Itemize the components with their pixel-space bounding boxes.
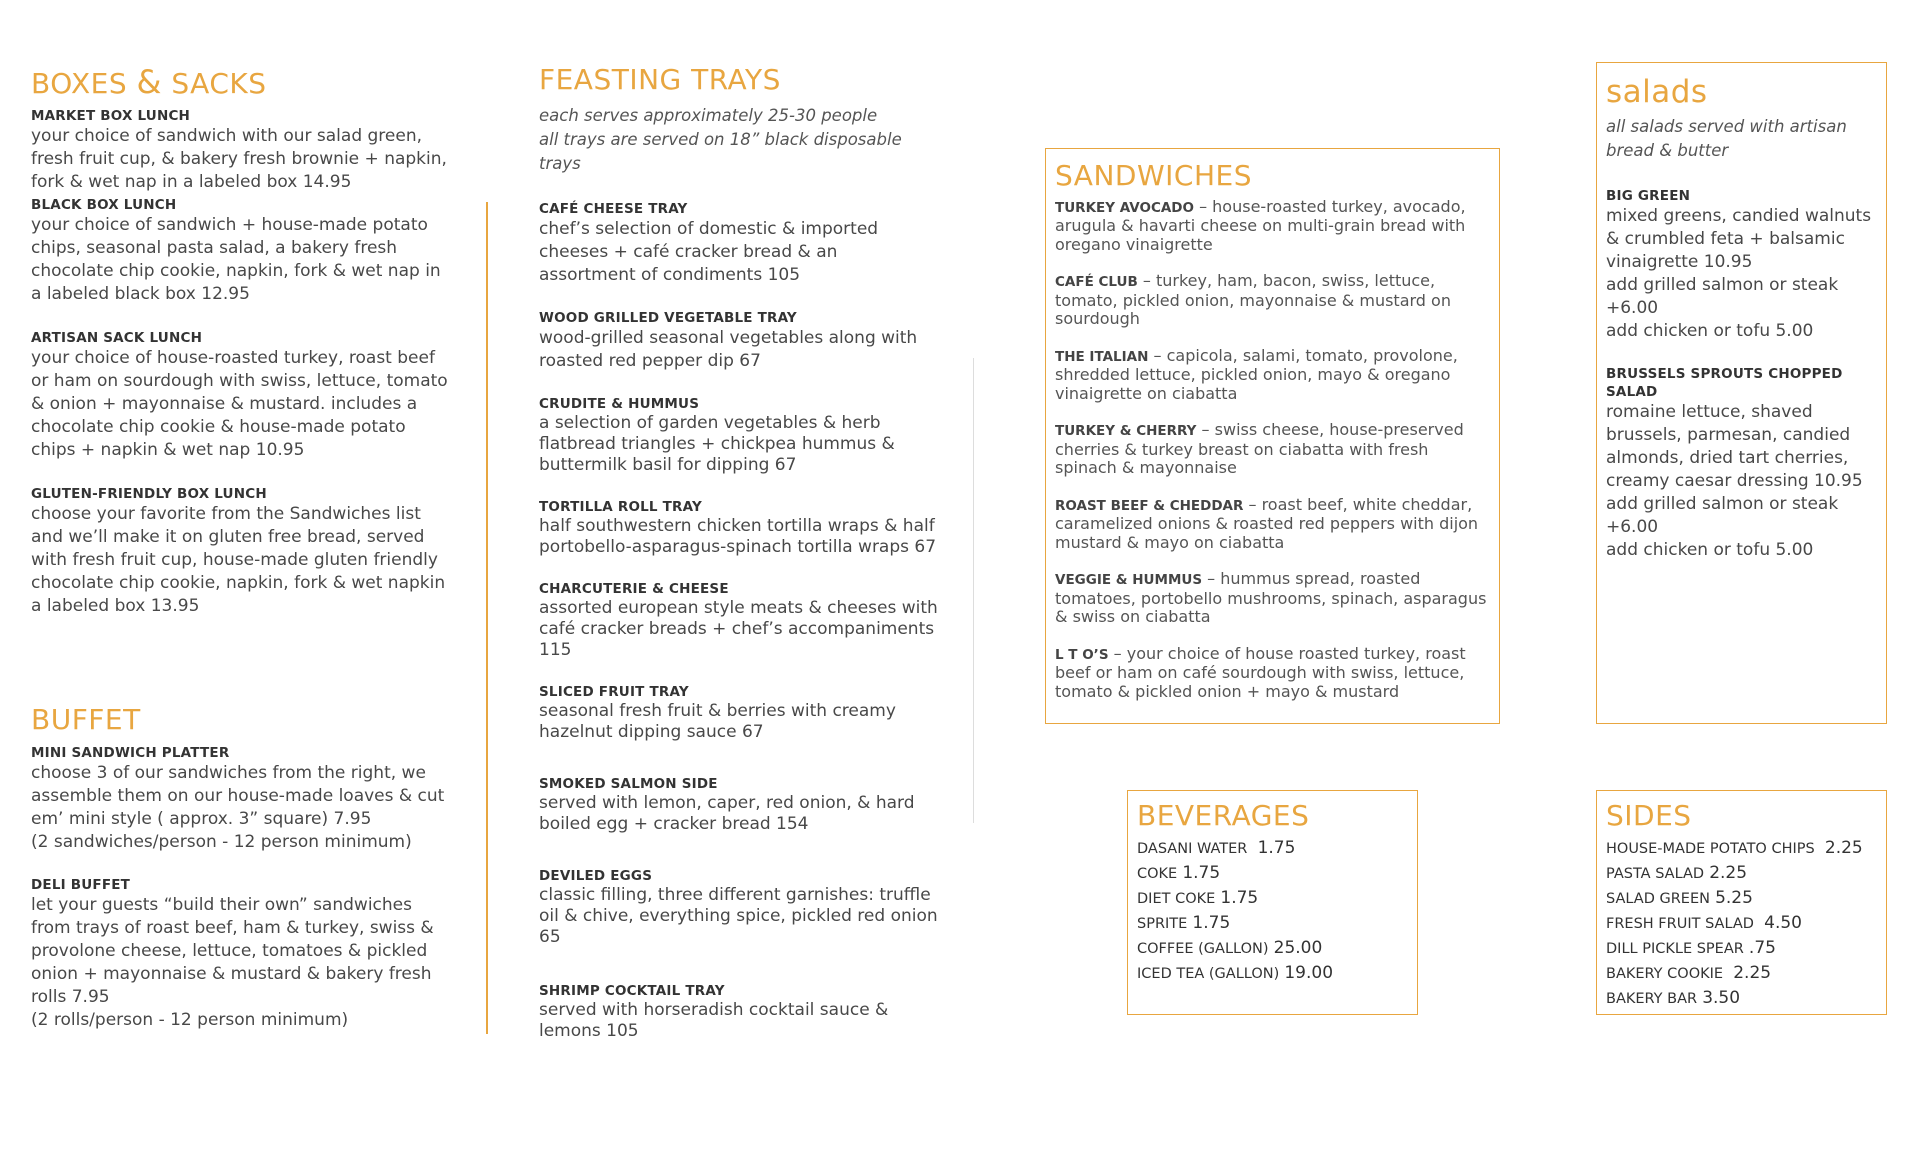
side-name: SALAD GREEN [1606, 890, 1710, 907]
side-name: PASTA SALAD [1606, 865, 1705, 882]
sides-box [1596, 790, 1887, 1015]
sandwich-desc: house-roasted turkey, avocado, arugula & havarti cheese on multi-grain bread with oregano vinaigrette [1055, 196, 1466, 254]
menu-item [31, 485, 451, 618]
sandwiches-title: SANDWICHES [1055, 159, 1252, 192]
sandwich-separator: – [1202, 569, 1221, 589]
boxes-title-part-b: SACKS [171, 67, 267, 100]
sides-title: SIDES [1606, 799, 1692, 832]
sandwich-separator: – [1193, 196, 1213, 216]
beverage-item [1137, 911, 1408, 936]
sandwiches-box [1045, 148, 1500, 724]
beverage-name: DASANI WATER [1137, 840, 1248, 857]
side-name: HOUSE-MADE POTATO CHIPS [1606, 840, 1815, 857]
sandwich-desc: capicola, salami, tomato, provolone, shredded lettuce, pickled onion, mayo & oregano vinaigrette on ciabatta [1055, 345, 1458, 403]
item-note: (2 sandwiches/person - 12 person minimum) [31, 831, 412, 852]
sandwich-desc: roast beef, white cheddar, caramelized onions & roasted red peppers with dijon mustard & mayo on ciabatta [1055, 494, 1479, 552]
beverage-price: 1.75 [1257, 837, 1296, 858]
side-item [1606, 986, 1877, 1011]
item-desc: choose 3 of our sandwiches from the right, we assemble them on our house-made loaves & cut em’ mini style ( approx. 3” square) 7.95 [31, 762, 445, 829]
tray-item [539, 982, 939, 1042]
feasting-trays-section [539, 65, 939, 1042]
beverage-item [1137, 861, 1408, 886]
sandwich-separator: – [1108, 643, 1127, 663]
boxes-title-amp: & [136, 63, 162, 101]
item-title: ARTISAN SACK LUNCH [31, 330, 203, 347]
item-note: (2 rolls/person - 12 person minimum) [31, 1009, 349, 1030]
side-price: 2.25 [1733, 962, 1772, 983]
item-desc: your choice of sandwich with our salad green, fresh fruit cup, & bakery fresh brownie + napkin, fork & wet nap in a labeled box 14.95 [31, 126, 447, 193]
salads-title: salads [1606, 74, 1708, 110]
item-desc: served with lemon, caper, red onion, & hard boiled egg + cracker bread 154 [539, 792, 915, 834]
item-desc: a selection of garden vegetables & herb flatbread triangles + chickpea hummus & buttermilk basil for dipping 67 [539, 412, 895, 475]
menu-item [31, 329, 451, 462]
salads-intro-line-1: all salads served with artisan [1606, 117, 1847, 137]
item-desc: chef’s selection of domestic & imported cheeses + café cracker bread & an assortment of condiments 105 [539, 218, 879, 285]
beverage-price: 25.00 [1273, 937, 1323, 958]
beverage-name: DIET COKE [1137, 890, 1216, 907]
side-item [1606, 836, 1877, 861]
sandwich-item [1055, 421, 1490, 478]
sandwich-name: TURKEY AVOCADO [1055, 199, 1194, 216]
beverage-price: 1.75 [1182, 862, 1221, 883]
item-desc: half southwestern chicken tortilla wraps & half portobello-asparagus-spinach tortilla wraps 67 [539, 515, 937, 557]
menu-item [31, 107, 451, 194]
item-title: GLUTEN-FRIENDLY BOX LUNCH [31, 486, 267, 503]
side-item [1606, 961, 1877, 986]
tray-item [539, 683, 939, 743]
item-desc: your choice of sandwich + house-made potato chips, seasonal pasta salad, a bakery fresh chocolate chip cookie, napkin, fork & wet nap in a labeled black box 12.95 [31, 215, 441, 305]
side-item [1606, 861, 1877, 886]
beverage-price: 19.00 [1284, 962, 1334, 983]
item-desc: choose your favorite from the Sandwiches list and we’ll make it on gluten free bread, served with fresh fruit cup, house-made gluten friendly chocolate chip cookie, napkin, fork & wet napkin a labeled box 13.95 [31, 504, 446, 617]
side-name: BAKERY BAR [1606, 990, 1698, 1007]
beverage-item [1137, 836, 1408, 861]
salad-item [1606, 187, 1877, 343]
side-price: 2.25 [1709, 862, 1748, 883]
side-item [1606, 886, 1877, 911]
salads-box [1596, 62, 1887, 724]
sandwich-item [1055, 198, 1490, 255]
tray-item [539, 309, 939, 373]
beverage-name: COKE [1137, 865, 1178, 882]
item-desc: romaine lettuce, shaved brussels, parmesan, candied almonds, dried tart cherries, creamy caesar dressing 10.95 [1606, 402, 1863, 492]
tray-item [539, 200, 939, 287]
sandwich-desc: hummus spread, roasted tomatoes, portobello mushrooms, spinach, asparagus & swiss on ciabatta [1055, 569, 1487, 627]
sandwich-name: THE ITALIAN [1055, 348, 1149, 365]
beverage-item [1137, 886, 1408, 911]
sandwich-separator: – [1148, 345, 1167, 365]
sandwich-separator: – [1243, 494, 1262, 514]
side-name: FRESH FRUIT SALAD [1606, 915, 1754, 932]
item-title: SLICED FRUIT TRAY [539, 683, 689, 700]
sandwich-desc: turkey, ham, bacon, swiss, lettuce, tomato, pickled onion, mayonnaise & mustard on sourdough [1055, 271, 1451, 329]
item-title: CRUDITE & HUMMUS [539, 395, 700, 412]
item-title: SHRIMP COCKTAIL TRAY [539, 982, 725, 999]
beverage-item [1137, 936, 1408, 961]
tray-item [539, 395, 939, 476]
item-desc: assorted european style meats & cheeses with café cracker breads + chef’s accompaniments 115 [539, 597, 938, 660]
side-price: 2.25 [1824, 837, 1863, 858]
sandwich-separator: – [1137, 271, 1156, 291]
item-addon: add chicken or tofu 5.00 [1606, 540, 1814, 561]
item-desc: served with horseradish cocktail sauce & lemons 105 [539, 999, 889, 1041]
side-price: 5.25 [1715, 887, 1753, 908]
side-price: .75 [1748, 937, 1776, 958]
sandwich-name: CAFÉ CLUB [1055, 274, 1138, 291]
beverage-name: COFFEE (GALLON) [1137, 940, 1269, 957]
item-title: DEVILED EGGS [539, 867, 653, 884]
boxes-sacks-title [31, 65, 451, 100]
item-title: BIG GREEN [1606, 188, 1691, 205]
salad-item [1606, 365, 1877, 562]
item-desc: classic filling, three different garnishes: truffle oil & chive, everything spice, pickled red onion 65 [539, 884, 938, 947]
beverage-price: 1.75 [1192, 912, 1231, 933]
buffet-section [31, 705, 451, 1032]
side-item [1606, 936, 1877, 961]
side-name: BAKERY COOKIE [1606, 965, 1724, 982]
item-desc: wood-grilled seasonal vegetables along with roasted red pepper dip 67 [539, 327, 918, 371]
side-price: 3.50 [1702, 987, 1741, 1008]
menu-item [31, 196, 451, 306]
menu-item [31, 744, 451, 854]
beverage-price: 1.75 [1220, 887, 1259, 908]
column-divider-light [973, 358, 974, 823]
item-addon: add chicken or tofu 5.00 [1606, 321, 1814, 342]
buffet-title: BUFFET [31, 703, 141, 736]
side-item [1606, 911, 1877, 936]
sandwich-item [1055, 570, 1490, 627]
beverages-title: BEVERAGES [1137, 799, 1310, 832]
sandwich-desc: swiss cheese, house-preserved cherries & turkey breast on ciabatta with fresh spinach & mayonnaise [1055, 420, 1464, 478]
sandwich-desc: your choice of house roasted turkey, roast beef or ham on café sourdough with swiss, lettuce, tomato & pickled onion + mayo & mustard [1055, 643, 1466, 701]
tray-item [539, 867, 939, 948]
side-price: 4.50 [1764, 912, 1802, 933]
tray-item [539, 775, 939, 835]
item-desc: seasonal fresh fruit & berries with creamy hazelnut dipping sauce 67 [539, 700, 896, 742]
menu-item [31, 876, 451, 1032]
item-addon: add grilled salmon or steak +6.00 [1606, 275, 1839, 319]
beverage-item [1137, 961, 1408, 986]
salads-intro-line-2: bread & butter [1606, 141, 1729, 161]
item-title: BLACK BOX LUNCH [31, 197, 177, 214]
beverages-box [1127, 790, 1418, 1015]
side-name: DILL PICKLE SPEAR [1606, 940, 1744, 957]
item-title: MARKET BOX LUNCH [31, 108, 191, 125]
item-title: MINI SANDWICH PLATTER [31, 744, 230, 761]
sandwich-item [1055, 347, 1490, 404]
sandwich-separator: – [1196, 420, 1215, 440]
item-title: DELI BUFFET [31, 876, 131, 893]
item-title: TORTILLA ROLL TRAY [539, 498, 702, 515]
item-desc: let your guests “build their own” sandwiches from trays of roast beef, ham & turkey, swiss & provolone cheese, lettuce, tomatoes & pickled onion + mayonnaise & mustard & bakery fresh rolls 7.95 [31, 894, 434, 1007]
item-title: CHARCUTERIE & CHEESE [539, 580, 729, 597]
sandwich-item [1055, 272, 1490, 329]
item-addon: add grilled salmon or steak +6.00 [1606, 494, 1839, 538]
sandwich-name: L T O’S [1055, 646, 1109, 663]
boxes-title-part-a: BOXES [31, 67, 128, 100]
sandwich-item [1055, 496, 1490, 553]
item-desc: mixed greens, candied walnuts & crumbled feta + balsamic vinaigrette 10.95 [1606, 206, 1872, 273]
item-desc: your choice of house-roasted turkey, roast beef or ham on sourdough with swiss, lettuce, tomato & onion + mayonnaise & mustard. includes a chocolate chip cookie & house-made potato chips + napkin & wet nap 10.95 [31, 348, 448, 461]
boxes-sacks-section [31, 65, 451, 618]
item-title: SMOKED SALMON SIDE [539, 775, 718, 792]
tray-item [539, 580, 939, 661]
tray-item [539, 498, 939, 558]
sandwich-name: TURKEY & CHERRY [1055, 423, 1197, 440]
beverage-name: ICED TEA (GALLON) [1137, 965, 1280, 982]
column-divider [486, 202, 488, 1034]
item-title: CAFÉ CHEESE TRAY [539, 200, 688, 217]
sandwich-name: ROAST BEEF & CHEDDAR [1055, 497, 1244, 514]
beverage-name: SPRITE [1137, 915, 1188, 932]
item-title: WOOD GRILLED VEGETABLE TRAY [539, 309, 797, 326]
sandwich-name: VEGGIE & HUMMUS [1055, 572, 1203, 589]
item-title: BRUSSELS SPROUTS CHOPPED SALAD [1606, 366, 1843, 401]
sandwich-item [1055, 645, 1490, 702]
feasting-trays-title: FEASTING TRAYS [539, 63, 781, 96]
trays-intro-line-2: all trays are served on 18” black disposable trays [539, 129, 902, 173]
trays-intro-line-1: each serves approximately 25-30 people [539, 105, 878, 125]
